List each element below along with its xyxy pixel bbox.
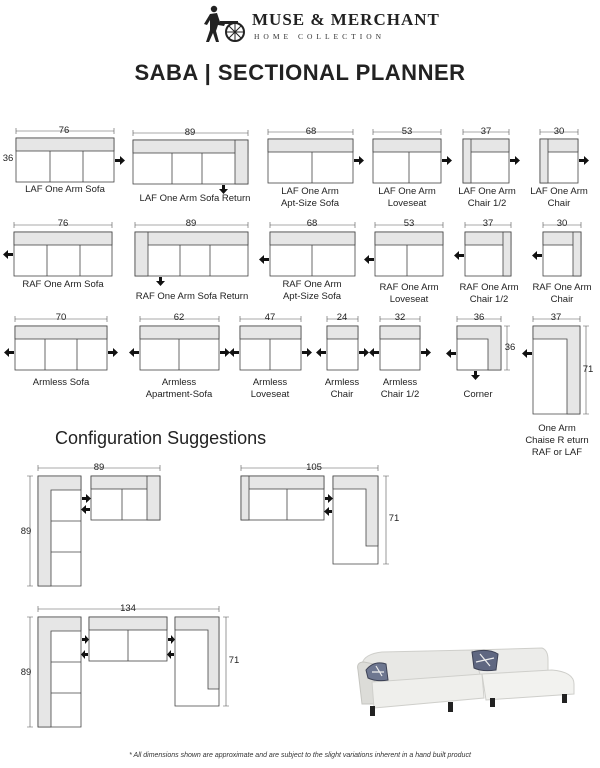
label-raf-one-arm-sofa: RAF One Arm Sofa (22, 279, 104, 290)
dim-config-3-width: 134 (120, 603, 136, 614)
dim-raf-apt-width: 68 (306, 218, 318, 229)
brand-name: MUSE & MERCHANT (252, 10, 440, 29)
armless-loveseat-diagram (229, 326, 312, 370)
label-laf-one-arm-sofa: LAF One Arm Sofa (25, 184, 105, 195)
chaise-diagram (522, 326, 580, 414)
dim-raf-loveseat-width: 53 (403, 218, 415, 229)
label-laf-one-arm-chair: LAF One Arm Chair (530, 186, 588, 209)
corner-diagram (446, 326, 501, 380)
raf-one-arm-sofa-diagram (3, 232, 112, 276)
dim-armless-sofa-width: 70 (55, 312, 67, 323)
dim-laf-sofa-width: 76 (58, 125, 70, 136)
dim-laf-loveseat-width: 53 (401, 126, 413, 137)
label-raf-one-arm-chair: RAF One Arm Chair (532, 282, 592, 305)
laf-one-arm-sofa-diagram (16, 138, 125, 182)
page-title: SABA | SECTIONAL PLANNER (134, 60, 466, 85)
config-2-diagram (241, 476, 378, 564)
dim-corner-width: 36 (473, 312, 485, 323)
label-laf-one-arm-chair-half: LAF One Arm Chair 1/2 (458, 186, 516, 209)
dim-laf-chair-half-width: 37 (480, 126, 492, 137)
label-armless-sofa: Armless Sofa (32, 377, 90, 388)
laf-one-arm-sofa-return-diagram (133, 140, 248, 194)
dim-raf-chair-half-width: 37 (482, 218, 494, 229)
label-laf-one-arm-apt-sofa: LAF One Arm Apt-Size Sofa (280, 186, 340, 209)
dim-config-2-width: 105 (306, 462, 322, 473)
label-raf-one-arm-apt-sofa: RAF One Arm Apt-Size Sofa (282, 279, 342, 302)
dim-config-3-depth-left: 89 (20, 667, 32, 678)
dim-config-2-depth: 71 (388, 513, 400, 524)
dim-chaise-depth: 71 (582, 364, 594, 375)
footnote: * All dimensions shown are approximate and are subject to the slight variations inherent in a hand built product (129, 752, 471, 759)
dim-armless-loveseat-width: 47 (264, 312, 276, 323)
label-armless-apt-sofa: Armless Apartment-Sofa (145, 377, 213, 400)
dim-config-1-width: 89 (93, 462, 105, 473)
label-laf-one-arm-loveseat: LAF One Arm Loveseat (378, 186, 436, 209)
config-title: Configuration Suggestions (55, 428, 267, 448)
raf-one-arm-chair-half-diagram (454, 232, 511, 276)
raf-one-arm-apt-sofa-diagram (259, 232, 355, 276)
label-armless-chair-half: Armless Chair 1/2 (380, 377, 420, 400)
label-laf-one-arm-sofa-return: LAF One Arm Sofa Return (139, 193, 251, 204)
label-raf-one-arm-chair-half: RAF One Arm Chair 1/2 (459, 282, 519, 305)
armless-chair-half-diagram (369, 326, 431, 370)
dim-laf-apt-width: 68 (305, 126, 317, 137)
laf-one-arm-apt-sofa-diagram (268, 139, 364, 183)
laf-one-arm-chair-diagram (540, 139, 589, 183)
raf-one-arm-loveseat-diagram (364, 232, 443, 276)
raf-one-arm-sofa-return-diagram (135, 232, 248, 286)
label-corner: Corner (463, 389, 493, 400)
armless-sofa-diagram (4, 326, 118, 370)
laf-one-arm-loveseat-diagram (373, 139, 452, 183)
brand-subtitle: HOME COLLECTION (254, 32, 386, 41)
label-raf-one-arm-sofa-return: RAF One Arm Sofa Return (135, 291, 249, 302)
config-1-diagram (38, 476, 160, 586)
armless-chair-diagram (316, 326, 369, 370)
dim-corner-depth: 36 (504, 342, 516, 353)
config-3-diagram (38, 617, 219, 727)
dim-raf-sofa-width: 76 (57, 218, 69, 229)
label-chaise: One Arm Chaise R eturn RAF or LAF (525, 423, 589, 458)
dim-laf-return-width: 89 (184, 127, 196, 138)
armless-apt-sofa-diagram (129, 326, 230, 370)
laf-one-arm-chair-half-diagram (463, 139, 520, 183)
label-raf-one-arm-loveseat: RAF One Arm Loveseat (379, 282, 439, 305)
dim-chaise-width: 37 (550, 312, 562, 323)
dim-raf-chair-width: 30 (556, 218, 568, 229)
dim-armless-chair-width: 24 (336, 312, 348, 323)
label-armless-loveseat: Armless Loveseat (250, 377, 290, 400)
dim-armless-chair-half-width: 32 (394, 312, 406, 323)
raf-one-arm-chair-diagram (532, 232, 581, 276)
dim-config-3-depth-right: 71 (228, 655, 240, 666)
dim-config-1-depth: 89 (20, 526, 32, 537)
sofa-photo (352, 642, 578, 722)
dim-armless-apt-width: 62 (173, 312, 185, 323)
dim-laf-chair-width: 30 (553, 126, 565, 137)
dim-raf-return-width: 89 (185, 218, 197, 229)
dim-laf-sofa-depth: 36 (2, 153, 14, 164)
label-armless-chair: Armless Chair (324, 377, 360, 400)
